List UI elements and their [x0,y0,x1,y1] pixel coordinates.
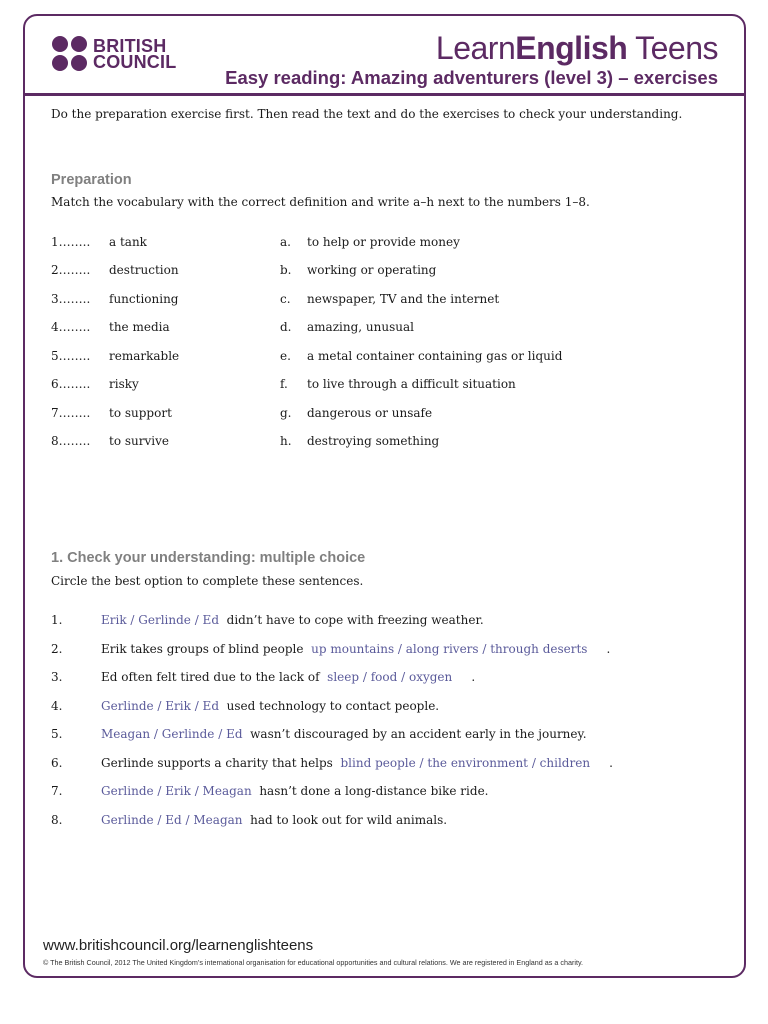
definition-letter: f. [280,377,288,391]
vocabulary-word: risky [109,377,139,391]
answer-options[interactable]: sleep / food / oxygen [327,670,453,684]
question-text-after: had to look out for wild animals. [250,813,448,827]
answer-options[interactable]: Meagan / Gerlinde / Ed [101,727,243,741]
definition-letter: h. [280,434,292,448]
definition-letter: b. [280,263,292,277]
vocabulary-word: to support [109,406,172,420]
question-sentence [101,756,613,770]
question-sentence [101,727,587,741]
answer-options[interactable]: Gerlinde / Ed / Meagan [101,813,243,827]
question-text-after: . [606,642,611,656]
definition-text: to help or provide money [307,235,460,249]
exercise-1-heading: 1. Check your understanding: multiple choice [51,550,366,566]
logo-text [93,35,177,72]
vocabulary-number: 8…….. [51,434,91,448]
definition-letter: c. [280,292,291,306]
question-text-after: . [471,670,476,684]
definition-text: dangerous or unsafe [307,406,433,420]
question-text-after: used technology to contact people. [226,699,440,713]
question-number: 3. [51,670,63,684]
logo-line-2: COUNCIL [93,51,177,72]
vocabulary-number: 5…….. [51,349,91,363]
question-number: 7. [51,784,63,798]
question-sentence [101,699,439,713]
worksheet-title: Easy reading: Amazing adventurers (level 3) – exercises [225,67,718,88]
brand-english: English [515,30,628,66]
question-text-after: didn’t have to cope with freezing weather. [226,613,484,627]
footer-copyright: © The British Council, 2012 The United Kingdom’s international organisation for educational opportunities and cultural relations. We are registered in England as a charity. [43,958,584,967]
answer-options[interactable]: Erik / Gerlinde / Ed [101,613,220,627]
intro-text: Do the preparation exercise first. Then read the text and do the exercises to check your understanding. [51,107,683,121]
question-number: 8. [51,813,63,827]
question-text-after: hasn’t done a long-distance bike ride. [259,784,489,798]
question-text-before: Ed often felt tired due to the lack of [101,670,320,684]
question-number: 4. [51,699,63,713]
definition-letter: g. [280,406,292,420]
definition-text: amazing, unusual [307,320,414,334]
question-text-after: . [609,756,613,770]
definition-text: newspaper, TV and the internet [307,292,500,306]
question-sentence [101,613,484,627]
vocabulary-number: 6…….. [51,377,91,391]
question-sentence [101,813,447,827]
vocabulary-number: 4…….. [51,320,91,334]
answer-options[interactable]: blind people / the environment / children [340,756,591,770]
definition-text: destroying something [307,434,440,448]
vocabulary-word: to survive [109,434,169,448]
definition-letter: d. [280,320,292,334]
vocabulary-word: a tank [109,235,147,249]
vocabulary-number: 3…….. [51,292,91,306]
brand-teens: Teens [627,30,718,66]
vocabulary-number: 7…….. [51,406,91,420]
question-number: 6. [51,756,63,770]
footer-url: www.britishcouncil.org/learnenglishteens [43,937,314,954]
definition-text: working or operating [307,263,437,277]
answer-options[interactable]: Gerlinde / Erik / Ed [101,699,220,713]
vocabulary-word: the media [109,320,170,334]
vocabulary-word: remarkable [109,349,180,363]
preparation-heading: Preparation [51,172,132,188]
vocabulary-number: 2…….. [51,263,91,277]
vocabulary-word: functioning [109,292,179,306]
definition-letter: e. [280,349,291,363]
answer-options[interactable]: Gerlinde / Erik / Meagan [101,784,252,798]
page-frame [23,14,746,978]
definition-letter: a. [280,235,291,249]
definition-text: a metal container containing gas or liquid [307,349,563,363]
question-number: 1. [51,613,63,627]
question-text-after: wasn’t discouraged by an accident early in the journey. [250,727,587,741]
question-number: 5. [51,727,63,741]
brand-learn: Learn [435,30,516,66]
british-council-logo [52,36,176,71]
question-sentence [101,642,610,656]
vocabulary-number: 1…….. [51,235,91,249]
question-sentence [101,784,488,798]
header-divider [23,93,746,96]
question-number: 2. [51,642,63,656]
learnenglish-teens-brand [436,30,718,67]
question-sentence [101,670,475,684]
exercise-1-instruction: Circle the best option to complete these sentences. [51,574,364,588]
vocabulary-word: destruction [109,263,179,277]
logo-dots-icon [52,36,87,71]
preparation-instruction: Match the vocabulary with the correct definition and write a–h next to the numbers 1–8. [51,195,590,209]
question-text-before: Gerlinde supports a charity that helps [101,756,333,770]
logo-line-1: BRITISH [93,35,167,56]
definition-text: to live through a difficult situation [307,377,516,391]
answer-options[interactable]: up mountains / along rivers / through deserts [311,642,588,656]
question-text-before: Erik takes groups of blind people [101,642,304,656]
